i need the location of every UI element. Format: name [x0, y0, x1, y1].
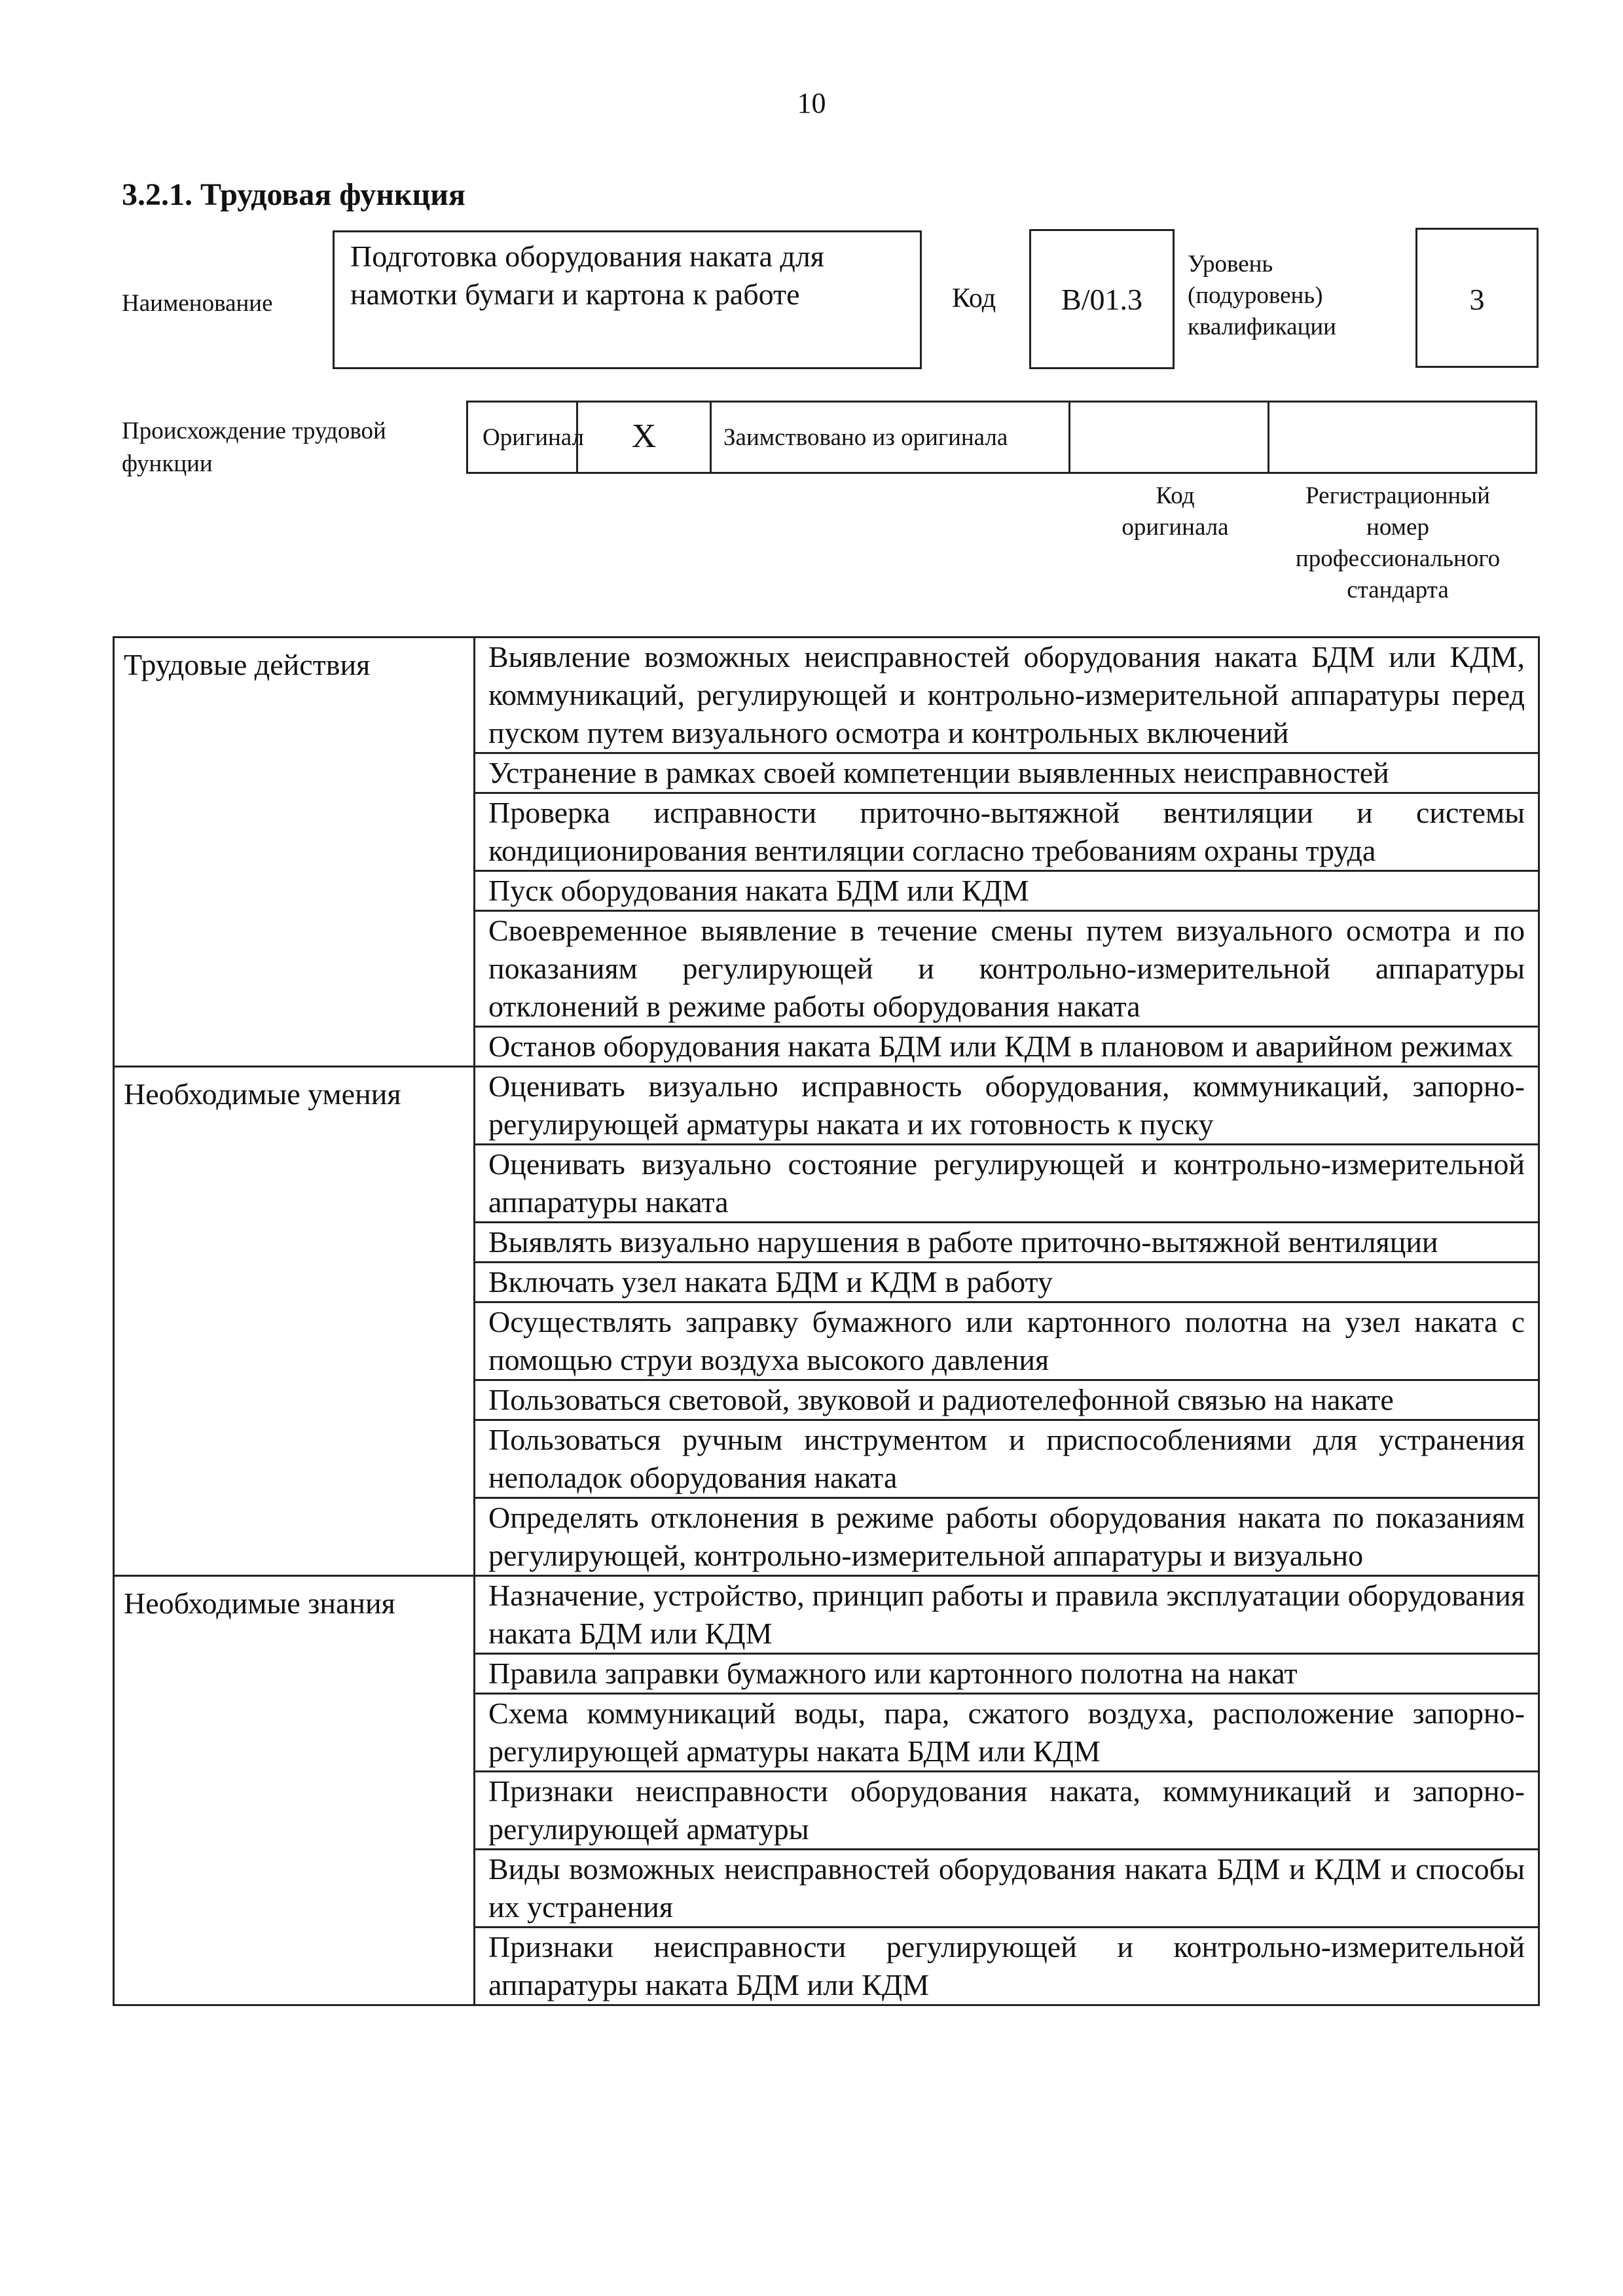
table-item: Правила заправки бумажного или картонного полотна на накат [475, 1654, 1539, 1694]
level-value: 3 [1469, 283, 1485, 316]
origin-label: Происхождение трудовой функции [122, 418, 386, 477]
borrowed-label: Заимствовано из оригинала [723, 424, 1008, 451]
code-value-box [1029, 229, 1175, 369]
table-row [114, 1067, 1539, 1145]
table-item: Пользоваться световой, звуковой и радиотелефонной связью на накате [475, 1380, 1539, 1420]
reg-number-cell [1269, 403, 1535, 472]
reg-caption: Регистрационный номер профессионального стандарта [1295, 482, 1501, 603]
origin-row [466, 401, 1537, 474]
original-code-cell [1070, 403, 1269, 472]
table-item: Останов оборудования наката БДМ или КДМ в плановом и аварийном режимах [475, 1027, 1539, 1067]
name-value-box [333, 230, 922, 369]
code-value: В/01.3 [1061, 283, 1142, 316]
table-item: Проверка исправности приточно-вытяжной вентиляции и системы кондиционирования вентиляции согласно требованиям охраны труда [475, 793, 1539, 871]
table-item: Назначение, устройство, принцип работы и правила эксплуатации оборудования наката БДМ или КДМ [475, 1576, 1539, 1654]
table-row [114, 637, 1539, 753]
table-item: Виды возможных неисправностей оборудования наката БДМ и КДМ и способы их устранения [475, 1850, 1539, 1928]
borrowed-cell [712, 403, 1070, 472]
table-item: Устранение в рамках своей компетенции выявленных неисправностей [475, 753, 1539, 793]
table-item: Схема коммуникаций воды, пара, сжатого воздуха, расположение запорно-регулирующей арматуры наката БДМ или КДМ [475, 1694, 1539, 1772]
section-title-cell: Необходимые знания [114, 1576, 475, 2005]
table-item: Пуск оборудования наката БДМ или КДМ [475, 871, 1539, 911]
table-item: Оценивать визуально состояние регулирующей и контрольно-измерительной аппаратуры наката [475, 1145, 1539, 1223]
original-mark-cell [578, 403, 712, 472]
table-item: Пользоваться ручным инструментом и приспособлениями для устранения неполадок оборудования наката [475, 1420, 1539, 1498]
section-title-cell: Трудовые действия [114, 637, 475, 1067]
competency-table [113, 636, 1540, 2006]
section-title: 3.2.1. Трудовая функция [122, 177, 465, 212]
name-value: Подготовка оборудования наката для намотки бумаги и картона к работе [350, 240, 824, 311]
table-item: Выявлять визуально нарушения в работе приточно-вытяжной вентиляции [475, 1223, 1539, 1263]
page-number: 10 [797, 87, 826, 119]
code-caption: Код оригинала [1122, 482, 1229, 541]
table-item: Признаки неисправности оборудования наката, коммуникаций и запорно-регулирующей арматуры [475, 1772, 1539, 1850]
table-item: Признаки неисправности регулирующей и контрольно-измерительной аппаратуры наката БДМ или КДМ [475, 1928, 1539, 2005]
table-item: Определять отклонения в режиме работы оборудования наката по показаниям регулирующей, контрольно-измерительной аппаратуры и визуально [475, 1498, 1539, 1576]
table-item: Оценивать визуально исправность оборудования, коммуникаций, запорно-регулирующей арматуры наката и их готовность к пуску [475, 1067, 1539, 1145]
table-row [114, 1576, 1539, 1654]
original-mark: Х [631, 418, 657, 455]
section-title-cell: Необходимые умения [114, 1067, 475, 1576]
table-item: Включать узел наката БДМ и КДМ в работу [475, 1263, 1539, 1302]
table-item: Выявление возможных неисправностей оборудования наката БДМ или КДМ, коммуникаций, регулирующей и контрольно-измерительной аппаратуры перед пуском путем визуального осмотра и контрольных включений [475, 637, 1539, 753]
table-item: Своевременное выявление в течение смены путем визуального осмотра и по показаниям регулирующей и контрольно-измерительной аппаратуры отклонений в режиме работы оборудования наката [475, 911, 1539, 1027]
table-item: Осуществлять заправку бумажного или картонного полотна на узел наката с помощью струи воздуха высокого давления [475, 1302, 1539, 1380]
original-cell [468, 403, 585, 472]
original-label: Оригинал [483, 424, 585, 451]
code-label: Код [952, 283, 996, 314]
level-value-box [1415, 228, 1539, 368]
level-label: Уровень (подуровень) квалификации [1188, 251, 1336, 340]
name-label: Наименование [122, 290, 273, 317]
